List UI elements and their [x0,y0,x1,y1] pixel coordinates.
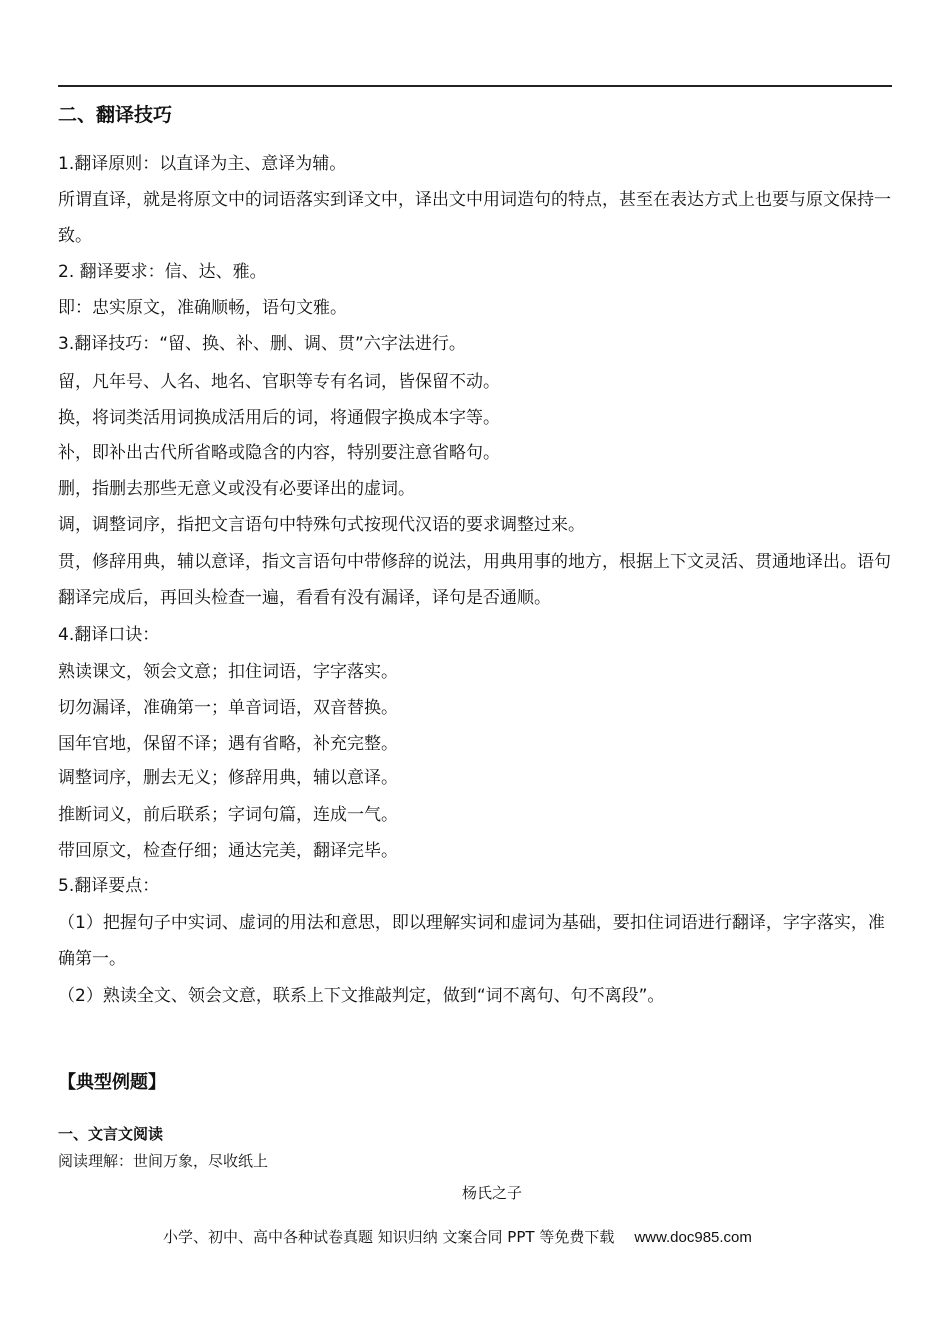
paragraph-mnemonic-heading: 4.翻译口诀： [58,625,160,645]
footer-url[interactable]: www.doc985.com [634,1229,752,1246]
paragraph-technique-delete: 删，指删去那些无意义或没有必要译出的虚词。 [58,479,415,499]
section-title: 二、翻译技巧 [58,104,173,126]
mnemonic-line: 国年官地，保留不译；遇有省略，补充完整。 [58,734,398,754]
reading-prompt: 阅读理解：世间万象，尽收纸上 [58,1152,269,1170]
paragraph-technique-connect: 贯，修辞用典，辅以意译，指文言语句中带修辞的说法，用典用事的地方，根据上下文灵活、贯通地译出。语句翻译完成后，再回头检查一遍，看看有没有漏译，译句是否通顺。 [58,552,891,608]
mnemonic-line: 熟读课文，领会文意；扣住词语，字字落实。 [58,662,398,682]
paragraph-requirements-detail: 即：忠实原文，准确顺畅，语句文雅。 [58,298,347,318]
passage-title: 杨氏之子 [461,1184,522,1202]
example-heading: 【典型例题】 [58,1072,166,1093]
paragraph-technique-replace: 换，将词类活用词换成活用后的词，将通假字换成本字等。 [58,408,500,428]
paragraph-requirements: 2. 翻译要求：信、达、雅。 [58,262,267,282]
reading-subheading: 一、文言文阅读 [58,1125,164,1143]
paragraph-key-points-heading: 5.翻译要点： [58,876,160,896]
key-point-2: （2）熟读全文、领会文意，联系上下文推敲判定，做到“词不离句、句不离段”。 [58,986,665,1006]
paragraph-principle: 1.翻译原则：以直译为主、意译为辅。 [58,154,347,174]
paragraph-technique-supplement: 补，即补出古代所省略或隐含的内容，特别要注意省略句。 [58,443,500,463]
footer-text: 小学、初中、高中各种试卷真题 知识归纳 文案合同 PPT 等免费下载 [163,1228,615,1246]
paragraph-techniques: 3.翻译技巧：“留、换、补、删、调、贯”六字法进行。 [58,334,466,354]
footer [163,1226,752,1247]
mnemonic-line: 带回原文，检查仔细；通达完美，翻译完毕。 [58,841,398,861]
key-point-1: （1）把握句子中实词、虚词的用法和意思，即以理解实词和虚词为基础，要扣住词语进行翻译，字字落实，准确第一。 [58,913,885,969]
paragraph-technique-keep: 留，凡年号、人名、地名、官职等专有名词，皆保留不动。 [58,372,500,392]
mnemonic-line: 推断词义，前后联系；字词句篇，连成一气。 [58,805,398,825]
top-rule [58,85,892,87]
mnemonic-line: 切勿漏译，准确第一；单音词语，双音替换。 [58,698,398,718]
paragraph-literal-definition: 所谓直译，就是将原文中的词语落实到译文中，译出文中用词造句的特点，甚至在表达方式上也要与原文保持一致。 [58,190,891,246]
paragraph-technique-adjust: 调，调整词序，指把文言语句中特殊句式按现代汉语的要求调整过来。 [58,515,585,535]
mnemonic-line: 调整词序，删去无义；修辞用典，辅以意译。 [58,768,398,788]
